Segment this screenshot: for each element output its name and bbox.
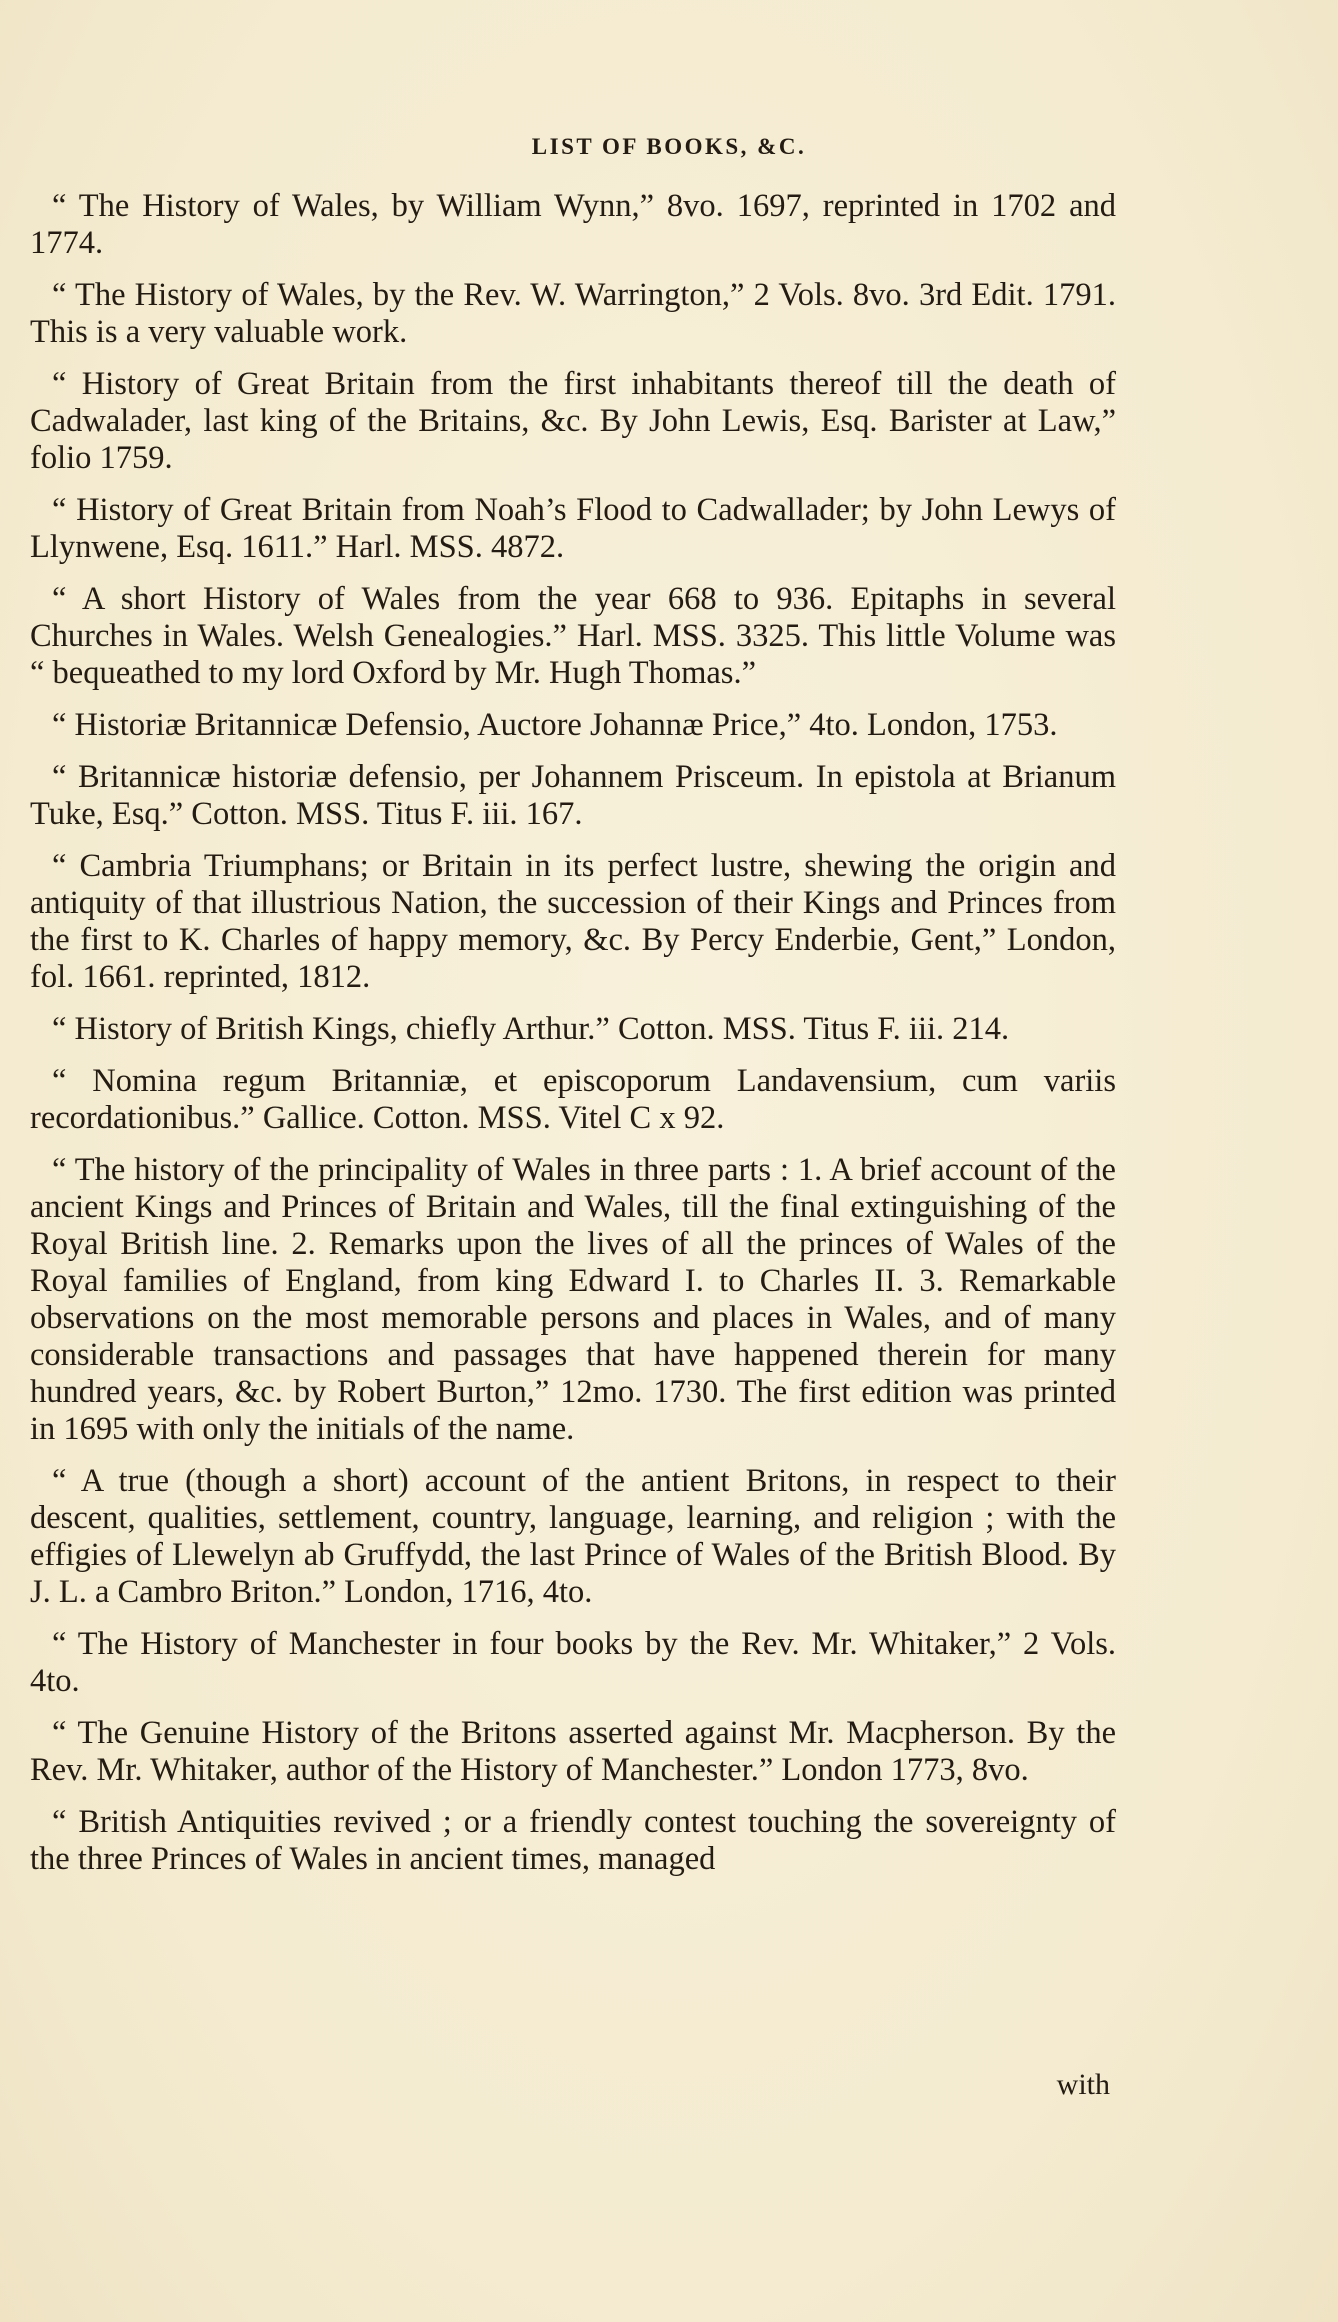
entry-historiae-defensio: “ Historiæ Britannicæ Defensio, Auctore Johannæ Price,” 4to. London, 1753. [52,707,1058,743]
running-header: LIST OF BOOKS, &C. [531,134,807,159]
entry-british-antiquities: “ British Antiquities revived ; or a friendly contest touching the sovereignty of the three Princes of Wales in ancient times, managed [30,1804,1116,1877]
entry-nomina-regum: “ Nomina regum Britanniæ, et episcoporum Landavensium, cum variis recordationibus.” Gallice. Cotton. MSS. Vitel C x 92. [30,1063,1116,1136]
entry-cambria-triumphans: “ Cambria Triumphans; or Britain in its perfect lustre, shewing the origin and antiquity of that illustrious Nation, the succession of their Kings and Princes from the first to K. Charles of happy memory, &c. By Percy Enderbie, Gent,” London, fol. 1661. reprinted, 1812. [30,848,1116,995]
entry-antient-britons: “ A true (though a short) account of the antient Britons, in respect to their descent, qualities, settlement, country, language, learning, and religion ; with the effigies of Llewelyn ab Gruffydd, the last Prince of Wales of the British Blood. By J. L. a Cambro Briton.” London, 1716, 4to. [30,1463,1116,1610]
catchword: with [1056,2068,1110,2101]
entry-british-kings: “ History of British Kings, chiefly Arthur.” Cotton. MSS. Titus F. iii. 214. [52,1011,1010,1047]
entry-short-history: “ A short History of Wales from the year 668 to 936. Epitaphs in several Churches in Wales. Welsh Genealogies.” Harl. MSS. 3325. This little Volume was “ bequeathed to my lord Oxford by Mr. Hugh Thomas.” [30,581,1116,691]
bibliography-list [30,188,1116,1893]
entry-lewys-history: “ History of Great Britain from Noah’s Flood to Cadwallader; by John Lewys of Llynwene, Esq. 1611.” Harl. MSS. 4872. [30,492,1116,565]
entry-genuine-history: “ The Genuine History of the Britons asserted against Mr. Macpherson. By the Rev. Mr. Whitaker, author of the History of Manchester.” London 1773, 8vo. [30,1715,1116,1788]
entry-prisceum-defensio: “ Britannicæ historiæ defensio, per Johannem Prisceum. In epistola at Brianum Tuke, Esq.” Cotton. MSS. Titus F. iii. 167. [30,759,1116,832]
entry-wynn-history: “ The History of Wales, by William Wynn,” 8vo. 1697, reprinted in 1702 and 1774. [30,188,1116,261]
entry-lewis-history: “ History of Great Britain from the first inhabitants thereof till the death of Cadwalader, last king of the Britains, &c. By John Lewis, Esq. Barister at Law,” folio 1759. [30,366,1116,476]
entry-manchester-history: “ The History of Manchester in four books by the Rev. Mr. Whitaker,” 2 Vols. 4to. [30,1626,1116,1699]
entry-warrington-history: “ The History of Wales, by the Rev. W. Warrington,” 2 Vols. 8vo. 3rd Edit. 1791. This is a very valuable work. [30,277,1116,350]
entry-burton-principality: “ The history of the principality of Wales in three parts : 1. A brief account of the ancient Kings and Princes of Britain and Wales, till the final extinguishing of the Royal British line. 2. Remarks upon the lives of all the princes of Wales of the Royal families of England, from king Edward I. to Charles II. 3. Remarkable observations on the most memorable persons and places in Wales, and of many considerable transactions and passages that have happened therein for many hundred years, &c. by Robert Burton,” 12mo. 1730. The first edition was printed in 1695 with only the initials of the name. [30,1152,1116,1447]
